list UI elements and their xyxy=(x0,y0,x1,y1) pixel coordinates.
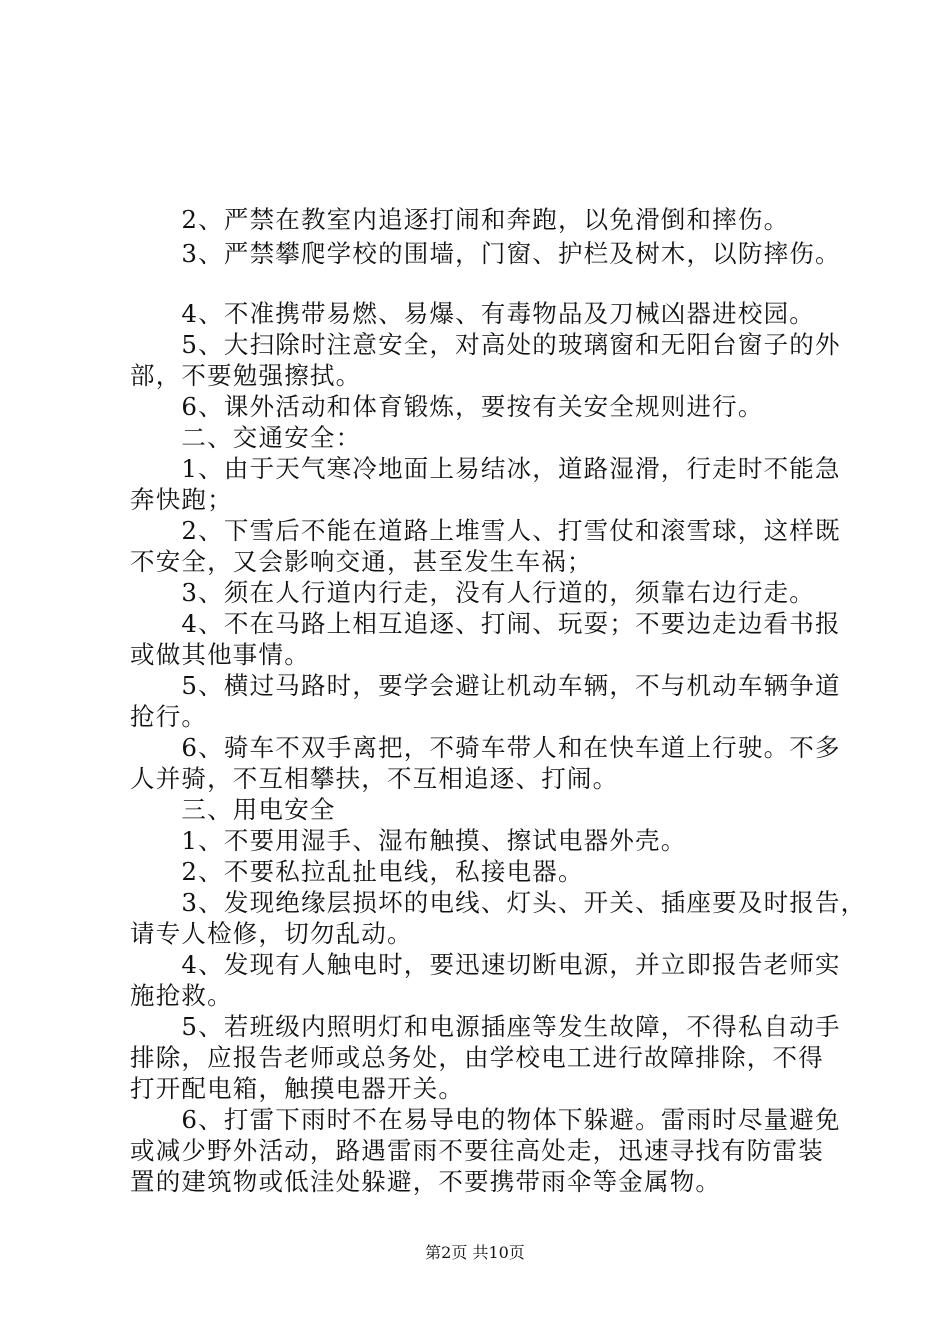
section-heading: 三、用电安全 xyxy=(130,795,336,824)
text-line: 6、课外活动和体育锻炼，要按有关安全规则进行。 xyxy=(130,392,764,421)
text-line: 排除，应报告老师或总务处，由学校电工进行故障排除，不得 xyxy=(130,1043,824,1072)
text-line: 4、不在马路上相互追逐、打闹、玩耍；不要边走边看书报 xyxy=(130,609,841,638)
text-line: 1、由于天气寒冷地面上易结冰，道路湿滑，行走时不能急 xyxy=(130,454,841,483)
text-line: 6、打雷下雨时不在易导电的物体下躲避。雷雨时尽量避免 xyxy=(130,1105,841,1134)
text-line: 部，不要勉强擦拭。 xyxy=(130,361,362,390)
text-line: 5、大扫除时注意安全，对高处的玻璃窗和无阳台窗子的外 xyxy=(130,330,841,359)
section-heading: 二、交通安全： xyxy=(130,423,362,452)
text-line: 1、不要用湿手、湿布触摸、擦试电器外壳。 xyxy=(130,826,687,855)
text-line: 置的建筑物或低洼处躲避，不要携带雨伞等金属物。 xyxy=(130,1167,722,1196)
text-line: 2、不要私拉乱扯电线，私接电器。 xyxy=(130,857,584,886)
text-line: 5、横过马路时，要学会避让机动车辆，不与机动车辆争道 xyxy=(130,671,841,700)
text-line: 3、严禁攀爬学校的围墙，门窗、护栏及树木，以防摔伤。 xyxy=(130,239,841,268)
text-line: 请专人检修，切勿乱动。 xyxy=(130,919,413,948)
text-line: 或减少野外活动，路遇雷雨不要往高处走，迅速寻找有防雷装 xyxy=(130,1136,824,1165)
text-line: 2、下雪后不能在道路上堆雪人、打雪仗和滚雪球，这样既 xyxy=(130,516,841,545)
text-line: 5、若班级内照明灯和电源插座等发生故障，不得私自动手 xyxy=(130,1012,841,1041)
page-number-footer: 第2页 共10页 xyxy=(425,1243,525,1262)
text-line: 6、骑车不双手离把，不骑车带人和在快车道上行驶。不多 xyxy=(130,733,841,762)
text-line: 奔快跑； xyxy=(130,485,233,514)
text-line: 施抢救。 xyxy=(130,981,233,1010)
text-line: 4、发现有人触电时，要迅速切断电源，并立即报告老师实 xyxy=(130,950,841,979)
text-line: 3、须在人行道内行走，没有人行道的，须靠右边行走。 xyxy=(130,578,815,607)
text-line: 3、发现绝缘层损坏的电线、灯头、开关、插座要及时报告， xyxy=(130,888,867,917)
text-line: 抢行。 xyxy=(130,702,208,731)
text-line: 4、不准携带易燃、易爆、有毒物品及刀械凶器进校园。 xyxy=(130,299,815,328)
text-line: 2、严禁在教室内追逐打闹和奔跑，以免滑倒和摔伤。 xyxy=(130,205,790,234)
text-line: 打开配电箱，触摸电器开关。 xyxy=(130,1074,465,1103)
text-line: 或做其他事情。 xyxy=(130,640,310,669)
text-line: 不安全，又会影响交通，甚至发生车祸； xyxy=(130,547,593,576)
text-line: 人并骑，不互相攀扶，不互相追逐、打闹。 xyxy=(130,764,619,793)
